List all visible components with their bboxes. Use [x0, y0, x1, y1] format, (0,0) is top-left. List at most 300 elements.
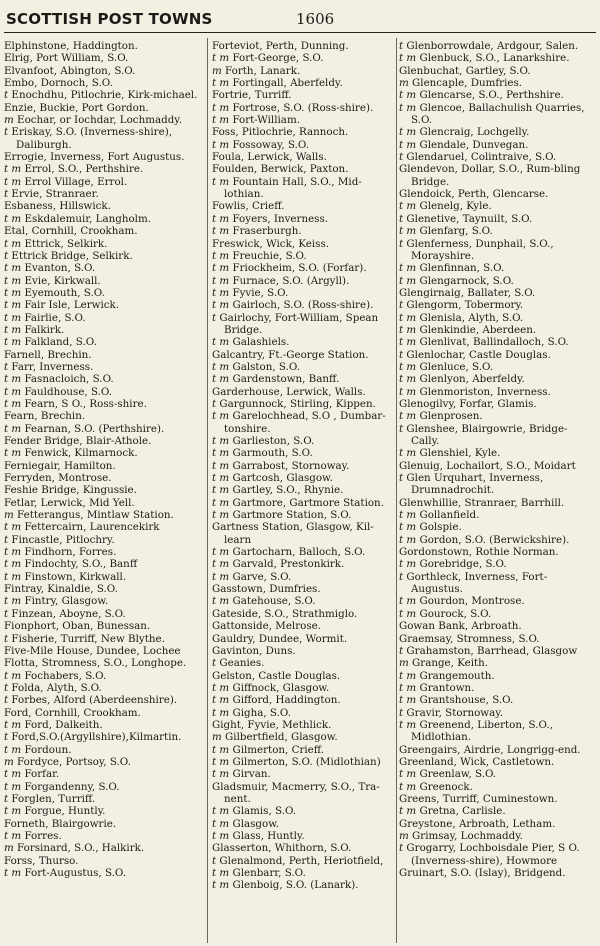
place-name: Glenluce, S.O.: [419, 360, 494, 373]
office-type-marker: t m: [212, 817, 230, 830]
directory-entry: [4, 657, 203, 669]
directory-entry: [4, 744, 203, 756]
place-name: Farnell, Brechin.: [4, 348, 92, 361]
place-name: Glenuig, Lochailort, S.O., Moidart: [399, 459, 576, 472]
office-type-marker: t: [399, 237, 404, 250]
place-name: Glengirnaig, Ballater, S.O.: [399, 286, 536, 299]
place-name: Gravir, Stornoway.: [406, 706, 503, 719]
office-type-marker: t: [4, 249, 9, 262]
place-name: Foulden, Berwick, Paxton.: [212, 163, 349, 176]
directory-entry: [4, 805, 203, 817]
place-name: Falkland, S.O.: [24, 336, 97, 349]
directory-entry: [212, 40, 395, 52]
office-type-marker: t m: [399, 607, 417, 620]
directory-entry: [4, 89, 203, 101]
directory-entry: [212, 558, 395, 570]
place-name: Forteviot, Perth, Dunning.: [212, 40, 349, 52]
place-name: Gordon, S.O. (Berwickshire).: [419, 533, 570, 546]
directory-entry: [399, 398, 593, 410]
office-type-marker: t m: [399, 138, 417, 151]
office-type-marker: t m: [212, 274, 230, 287]
directory-entry: [212, 781, 395, 806]
place-name: Glenborrowdale, Ardgour, Salen.: [406, 40, 579, 52]
office-type-marker: t m: [4, 286, 22, 299]
directory-entry: [212, 682, 395, 694]
office-type-marker: t m: [399, 805, 417, 818]
office-type-marker: t m: [212, 805, 230, 818]
place-name: Glenwhillie, Stranraer, Barrhill.: [399, 496, 565, 509]
place-name: Fauldhouse, S.O.: [24, 385, 113, 398]
office-type-marker: t m: [399, 336, 417, 349]
place-name: Forbes, Alford (Aberdeenshire).: [11, 694, 178, 707]
place-name: Glasserton, Whithorn, S.O.: [212, 842, 352, 855]
directory-entry: [4, 460, 203, 472]
place-name: Forsinard, S.O., Halkirk.: [17, 842, 145, 855]
place-name: Gourdon, Montrose.: [419, 595, 525, 608]
place-name: Gladsmuir, Macmerry, S.O., Tra-nent.: [212, 780, 380, 805]
place-name: Glendaruel, Colintraive, S.O.: [406, 151, 557, 164]
directory-entry: [212, 521, 395, 546]
place-name: Glendevon, Dollar, S.O., Rum-bling Bridge.: [399, 163, 581, 188]
directory-entry: [212, 657, 395, 669]
office-type-marker: t m: [4, 323, 22, 336]
office-type-marker: t m: [399, 768, 417, 781]
directory-entry: [4, 497, 203, 509]
office-type-marker: t m: [4, 237, 22, 250]
directory-entry: [4, 583, 203, 595]
office-type-marker: t m: [212, 410, 230, 423]
office-type-marker: t: [4, 731, 9, 744]
directory-entry: [4, 349, 203, 361]
directory-entry: [4, 867, 203, 879]
directory-entry: [212, 608, 395, 620]
directory-entry: [399, 262, 593, 274]
place-name: Gauldry, Dundee, Wormit.: [212, 632, 348, 645]
place-name: Gateside, S.O., Strathmiglo.: [212, 607, 358, 620]
place-name: Freswick, Wick, Keiss.: [212, 237, 329, 250]
place-name: Gasstown, Dumfries.: [212, 583, 321, 596]
office-type-marker: t m: [399, 225, 417, 238]
place-name: Fearn, Brechin.: [4, 410, 86, 423]
directory-entry: [399, 386, 593, 398]
directory-entry: [4, 213, 203, 225]
directory-entry: [399, 670, 593, 682]
directory-entry: [212, 879, 395, 891]
directory-entry: [212, 126, 395, 138]
office-type-marker: t m: [4, 422, 22, 435]
directory-entry: [4, 768, 203, 780]
place-name: Forgue, Huntly.: [24, 805, 106, 818]
office-type-marker: t m: [212, 768, 230, 781]
office-type-marker: t m: [212, 570, 230, 583]
office-type-marker: m: [4, 509, 14, 522]
directory-entry: [399, 744, 593, 756]
page-number: 1606: [296, 10, 335, 28]
directory-entry: [399, 275, 593, 287]
office-type-marker: t m: [399, 410, 417, 423]
place-name: Garderhouse, Lerwick, Walls.: [212, 385, 366, 398]
office-type-marker: t m: [212, 496, 230, 509]
place-name: Glenetive, Taynuilt, S.O.: [406, 212, 533, 225]
office-type-marker: m: [4, 114, 14, 127]
directory-entry: [212, 805, 395, 817]
office-type-marker: t m: [399, 533, 417, 546]
directory-entry: [4, 410, 203, 422]
directory-entry: [212, 200, 395, 212]
place-name: Gavinton, Duns.: [212, 644, 296, 657]
place-name: Gartness Station, Glasgow, Kil-learn: [212, 521, 374, 546]
directory-entry: [212, 670, 395, 682]
directory-entry: [399, 867, 593, 879]
place-name: Fordyce, Portsoy, S.O.: [17, 755, 131, 768]
office-type-marker: t m: [4, 397, 22, 410]
directory-entry: [212, 756, 395, 768]
office-type-marker: t m: [212, 435, 230, 447]
place-name: Evie, Kirkwall.: [24, 274, 101, 287]
directory-entry: [4, 102, 203, 114]
place-name: Gilmerton, Crieff.: [232, 743, 324, 756]
directory-entry: [4, 250, 203, 262]
directory-entry: [399, 324, 593, 336]
office-type-marker: t m: [4, 669, 22, 682]
place-name: Gight, Fyvie, Methlick.: [212, 718, 332, 731]
directory-entry: [212, 855, 395, 867]
office-type-marker: t m: [212, 484, 230, 497]
directory-entry: [399, 238, 593, 263]
directory-entry: [212, 731, 395, 743]
place-name: Greenock.: [419, 780, 473, 793]
directory-entry: [4, 398, 203, 410]
place-name: Fort-William.: [232, 114, 300, 127]
directory-entry: [212, 89, 395, 101]
office-type-marker: t: [399, 842, 404, 855]
column-divider: [207, 38, 208, 943]
place-name: Ferniegair, Hamilton.: [4, 459, 116, 472]
directory-entry: [399, 52, 593, 64]
directory-entry: [212, 460, 395, 472]
place-name: Fyvie, S.O.: [232, 286, 289, 299]
directory-entry: [4, 756, 203, 768]
directory-entry: [212, 52, 395, 64]
office-type-marker: t m: [4, 447, 22, 460]
place-name: Forglen, Turriff.: [11, 792, 96, 805]
directory-entry: [212, 645, 395, 657]
office-type-marker: t m: [212, 225, 230, 238]
place-name: Glenogilvy, Forfar, Glamis.: [399, 397, 537, 410]
directory-entry: [4, 65, 203, 77]
directory-entry: [212, 213, 395, 225]
directory-entry: [4, 40, 203, 52]
office-type-marker: t m: [212, 101, 230, 114]
place-name: Foss, Pitlochrie, Rannoch.: [212, 126, 349, 139]
place-name: Glendoick, Perth, Glencarse.: [399, 188, 549, 201]
place-name: Grangemouth.: [419, 669, 495, 682]
place-name: Gatehouse, S.O.: [232, 595, 316, 608]
directory-entry: [399, 213, 593, 225]
directory-entry: [212, 176, 395, 201]
place-name: Galcantry, Ft.-George Station.: [212, 348, 369, 361]
place-name: Glenlyon, Aberfeldy.: [419, 373, 525, 386]
directory-entry: [212, 595, 395, 607]
directory-entry: [212, 65, 395, 77]
place-name: Foyers, Inverness.: [232, 212, 329, 225]
directory-entry: [399, 645, 593, 657]
office-type-marker: t: [4, 792, 9, 805]
directory-entry: [4, 509, 203, 521]
office-type-marker: m: [212, 731, 222, 744]
office-type-marker: t: [399, 422, 404, 435]
place-name: Gartcosh, Glasgow.: [232, 472, 333, 485]
office-type-marker: t: [399, 299, 404, 312]
place-name: Ettrick, Selkirk.: [24, 237, 108, 250]
directory-entry: [212, 361, 395, 373]
office-type-marker: t m: [212, 212, 230, 225]
place-name: Galston, S.O.: [232, 360, 300, 373]
place-name: Evanton, S.O.: [24, 262, 96, 275]
place-name: Forgandenny, S.O.: [24, 780, 120, 793]
directory-entry: [212, 398, 395, 410]
place-name: Grange, Keith.: [412, 657, 489, 670]
place-name: Golspie.: [419, 521, 462, 534]
place-name: Fasnacloich, S.O.: [24, 373, 114, 386]
office-type-marker: t m: [212, 262, 230, 275]
running-title: SCOTTISH POST TOWNS: [6, 10, 213, 28]
place-name: Glenfarg, S.O.: [419, 225, 493, 238]
place-name: Glenlivat, Ballindalloch, S.O.: [419, 336, 569, 349]
directory-entry: [212, 546, 395, 558]
office-type-marker: t m: [4, 558, 22, 571]
directory-entry: [4, 534, 203, 546]
directory-entry: [4, 176, 203, 188]
directory-entry: [212, 139, 395, 151]
directory-entry: [399, 188, 593, 200]
directory-entry: [4, 793, 203, 805]
directory-entry: [212, 114, 395, 126]
office-type-marker: t m: [4, 262, 22, 275]
place-name: Greenend, Liberton, S.O., Midlothian.: [411, 718, 553, 744]
directory-entry: [4, 731, 203, 743]
place-name: Glencarse, S.O., Perthshire.: [419, 89, 564, 102]
directory-entry: [399, 349, 593, 361]
directory-entry: [212, 349, 395, 361]
office-type-marker: t m: [4, 805, 22, 818]
directory-entry: [212, 867, 395, 879]
place-name: Enzie, Buckie, Port Gordon.: [4, 101, 149, 114]
directory-entry: [212, 472, 395, 484]
directory-entry: [212, 694, 395, 706]
place-name: Grantshouse, S.O.: [419, 694, 514, 707]
directory-entry: [399, 139, 593, 151]
directory-entry: [4, 324, 203, 336]
directory-entry: [212, 373, 395, 385]
place-name: Gorthleck, Inverness, Fort-Augustus.: [406, 570, 548, 596]
office-type-marker: t m: [212, 830, 230, 842]
directory-entry: [399, 163, 593, 188]
place-name: Fair Isle, Lerwick.: [24, 299, 120, 312]
place-name: Fearnan, S.O. (Perthshire).: [24, 422, 165, 435]
office-type-marker: t: [4, 89, 9, 102]
place-name: Graemsay, Stromness, S.O.: [399, 632, 540, 645]
office-type-marker: t: [399, 570, 404, 583]
office-type-marker: t: [399, 472, 404, 485]
office-type-marker: t: [4, 694, 9, 707]
office-type-marker: t: [399, 348, 404, 361]
place-name: Glasgow.: [232, 817, 280, 830]
office-type-marker: t m: [212, 77, 230, 90]
directory-entry: [399, 410, 593, 422]
office-type-marker: t m: [212, 867, 230, 880]
directory-entry: [4, 447, 203, 459]
office-type-marker: t m: [399, 509, 417, 522]
place-name: Gartmore, Gartmore Station.: [232, 496, 384, 509]
directory-entry: [4, 670, 203, 682]
place-name: Glenfinnan, S.O.: [419, 262, 505, 275]
place-name: Gollanfield.: [419, 509, 480, 522]
office-type-marker: t m: [399, 694, 417, 707]
directory-entry: [399, 608, 593, 620]
directory-entry: [399, 756, 593, 768]
place-name: Friockheim, S.O. (Forfar).: [232, 262, 367, 275]
place-name: Fortingall, Aberfeldy.: [232, 77, 343, 90]
office-type-marker: t m: [212, 299, 230, 312]
directory-entry: [4, 200, 203, 212]
place-name: Garvald, Prestonkirk.: [232, 558, 345, 571]
directory-entry: [212, 312, 395, 337]
place-name: Fossoway, S.O.: [232, 138, 310, 151]
place-name: Gairloch, S.O. (Ross-shire).: [232, 299, 374, 312]
directory-entry: [399, 521, 593, 533]
directory-entry: [399, 509, 593, 521]
place-name: Fetterangus, Mintlaw Station.: [17, 509, 174, 522]
directory-entry: [212, 447, 395, 459]
directory-entry: [399, 65, 593, 77]
place-name: Greens, Turriff, Cuminestown.: [399, 792, 558, 805]
place-name: Girvan.: [232, 768, 271, 781]
directory-entry: [4, 114, 203, 126]
office-type-marker: t m: [4, 546, 22, 559]
place-name: Glencaple, Dumfries.: [412, 77, 523, 90]
office-type-marker: t m: [399, 101, 417, 114]
directory-entry: [399, 768, 593, 780]
column-middle: [212, 40, 395, 940]
place-name: Glencraig, Lochgelly.: [419, 126, 530, 139]
place-name: Five-Mile House, Dundee, Lochee: [4, 644, 181, 657]
directory-entry: [4, 77, 203, 89]
office-type-marker: t m: [399, 681, 417, 694]
directory-entry: [399, 534, 593, 546]
office-type-marker: t m: [4, 780, 22, 793]
place-name: Greengairs, Airdrie, Longrigg-end.: [399, 743, 581, 756]
office-type-marker: t m: [212, 472, 230, 485]
office-type-marker: t m: [212, 360, 230, 373]
place-name: Fowlis, Crieff.: [212, 200, 285, 213]
header-rule: [4, 32, 596, 33]
office-type-marker: m: [399, 830, 409, 842]
office-type-marker: t: [4, 360, 9, 373]
directory-entry: [212, 633, 395, 645]
place-name: Gartley, S.O., Rhynie.: [232, 484, 344, 497]
place-name: Gorebridge, S.O.: [419, 558, 507, 571]
directory-entry: [399, 842, 593, 867]
page-header: [6, 10, 594, 32]
place-name: Gelston, Castle Douglas.: [212, 669, 341, 682]
office-type-marker: t m: [4, 311, 22, 324]
office-type-marker: t m: [399, 521, 417, 534]
place-name: Gartmore Station, S.O.: [232, 509, 352, 522]
directory-entry: [399, 200, 593, 212]
office-type-marker: t m: [212, 52, 230, 65]
place-name: Grahamston, Barrhead, Glasgow: [406, 644, 578, 657]
directory-entry: [212, 830, 395, 842]
directory-entry: [4, 546, 203, 558]
directory-entry: [212, 336, 395, 348]
place-name: Forfar.: [24, 768, 60, 781]
directory-entry: [212, 484, 395, 496]
directory-entry: [4, 163, 203, 175]
directory-entry: [399, 546, 593, 558]
office-type-marker: t: [212, 657, 217, 670]
place-name: Eskdalemuir, Langholm.: [24, 212, 152, 225]
place-name: Glenalmond, Perth, Heriotfield,: [219, 854, 384, 867]
office-type-marker: t m: [4, 299, 22, 312]
directory-entry: [4, 595, 203, 607]
office-type-marker: t: [212, 397, 217, 410]
office-type-marker: t m: [4, 867, 22, 880]
place-name: Eochar, or Iochdar, Lochmaddy.: [17, 114, 183, 127]
place-name: Findochty, S.O., Banff: [24, 558, 138, 571]
directory-entry: [399, 40, 593, 52]
office-type-marker: t: [4, 607, 9, 620]
office-type-marker: t m: [399, 447, 417, 460]
directory-entry: [4, 262, 203, 274]
directory-entry: [399, 558, 593, 570]
place-name: Feshie Bridge, Kingussie.: [4, 484, 137, 497]
place-name: Glenbuck, S.O., Lanarkshire.: [419, 52, 570, 65]
directory-entry: [4, 830, 203, 842]
directory-entry: [399, 77, 593, 89]
directory-entry: [4, 818, 203, 830]
place-name: Folda, Alyth, S.O.: [11, 681, 102, 694]
place-name: Farr, Inverness.: [11, 360, 94, 373]
directory-entry: [399, 472, 593, 497]
office-type-marker: t m: [399, 262, 417, 275]
office-type-marker: t: [399, 212, 404, 225]
office-type-marker: t m: [212, 336, 230, 349]
place-name: Gourock, S.O.: [419, 607, 492, 620]
place-name: Fettercairn, Laurencekirk: [24, 521, 160, 534]
office-type-marker: t m: [212, 755, 230, 768]
directory-entry: [4, 238, 203, 250]
directory-entry: [399, 361, 593, 373]
office-type-marker: t m: [212, 249, 230, 262]
directory-entry: [4, 855, 203, 867]
place-name: Ettrick Bridge, Selkirk.: [11, 249, 133, 262]
directory-entry: [399, 682, 593, 694]
office-type-marker: t m: [212, 175, 230, 188]
directory-entry: [212, 744, 395, 756]
directory-entry: [399, 126, 593, 138]
place-name: Garmouth, S.O.: [232, 447, 313, 460]
place-name: Gattonside, Melrose.: [212, 620, 321, 633]
directory-entry: [212, 275, 395, 287]
office-type-marker: t m: [212, 138, 230, 151]
place-name: Falkirk.: [24, 323, 65, 336]
place-name: Embo, Dornoch, S.O.: [4, 77, 113, 90]
place-name: Glenkindie, Aberdeen.: [419, 323, 537, 336]
place-name: Galashiels.: [232, 336, 290, 349]
directory-entry: [4, 52, 203, 64]
office-type-marker: t m: [212, 373, 230, 386]
